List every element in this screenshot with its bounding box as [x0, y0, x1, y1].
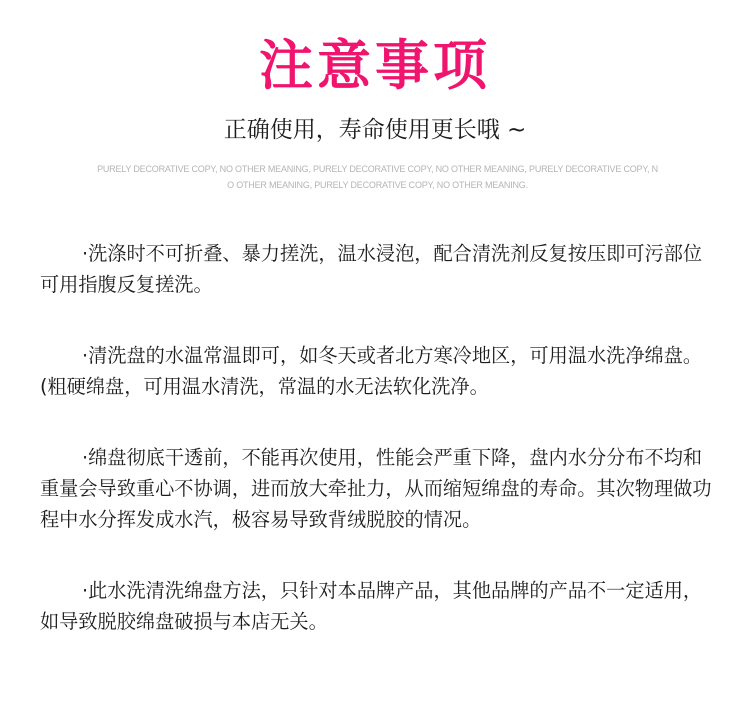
note-paragraph: ·洗涤时不可折叠、暴力搓洗，温水浸泡，配合清洗剂反复按压即可污部位可用指腹反复搓洗。	[40, 242, 703, 296]
decorative-text: PURELY DECORATIVE COPY, NO OTHER MEANING, PURELY DECORATIVE COPY, NO OTHER MEANING, PURELY DECORATIVE COPY, NO OTHER MEANING, PURELY DECORATIVE COPY, NO OTHER MEANING.	[97, 164, 658, 190]
page-subtitle: 正确使用，寿命使用更长哦 ~	[223, 117, 527, 143]
note-paragraph: ·清洗盘的水温常温即可，如冬天或者北方寒冷地区，可用温水洗净绵盘。(粗硬绵盘，可用温水清洗，常温的水无法软化洗净。	[40, 344, 703, 398]
note-paragraph: ·绵盘彻底干透前，不能再次使用，性能会严重下降，盘内水分分布不均和重量会导致重心不协调，进而放大牵扯力，从而缩短绵盘的寿命。其次物理做功程中水分挥发成水汽，极容易导致背绒脱胶的情况。	[40, 446, 712, 531]
page-title: 注意事项	[259, 34, 491, 97]
note-paragraph: ·此水洗清洗绵盘方法，只针对本品牌产品，其他品牌的产品不一定适用，如导致脱胶绵盘破损与本店无关。	[40, 579, 703, 633]
notes-list	[40, 238, 712, 677]
